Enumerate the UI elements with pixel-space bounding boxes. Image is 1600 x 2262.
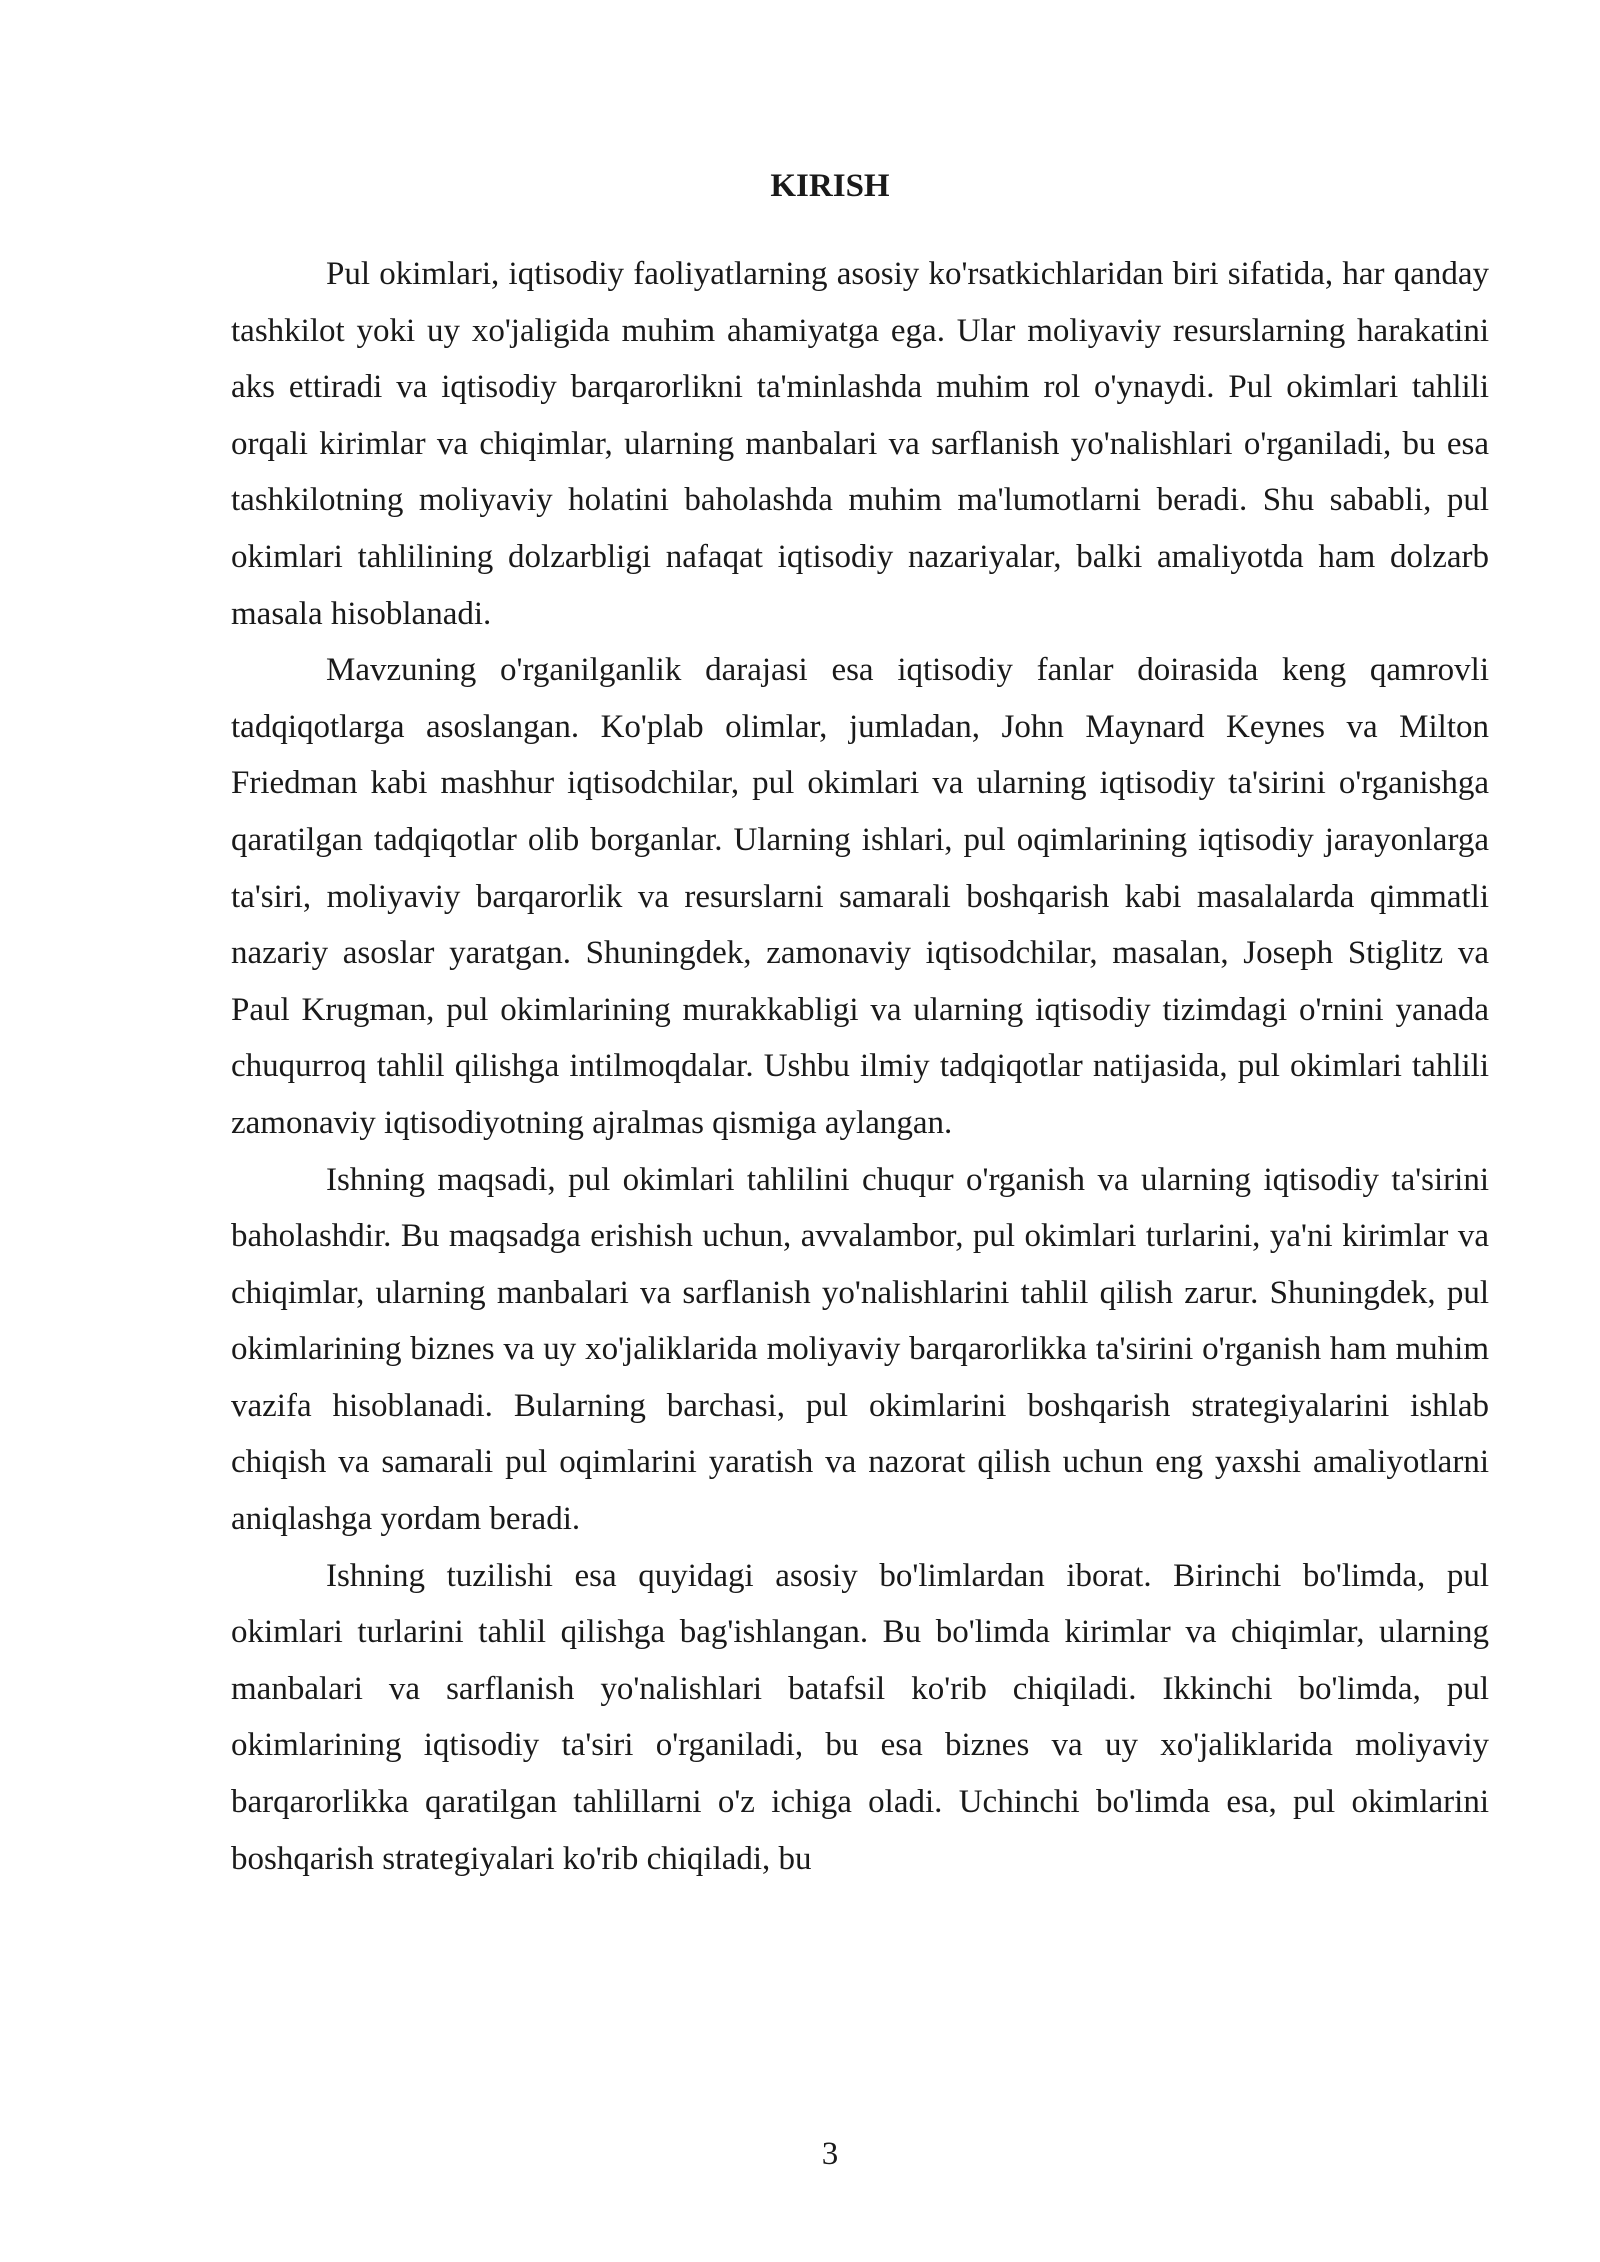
page-number: 3 xyxy=(821,2136,839,2172)
paragraph-goal: Ishning maqsadi, pul okimlari tahlilini chuqur o'rganish va ularning iqtisodiy ta'sirini baholashdir. Bu maqsadga erishish uchun, avvalambor, pul okimlari turlarini, ya'ni kirimlar va chiqimlar, ularning manbalari va sarflanish yo'nalishlarini tahlil qilish zarur. Shuningdek, pul okimlarining biznes va uy xo'jaliklarida moliyaviy barqarorlikka ta'sirini o'rganish ham muhim vazifa hisoblanadi. Bularning barchasi, pul okimlarini boshqarish strategiyalarini ishlab chiqish va samarali pul oqimlarini yaratish va nazorat qilish uchun eng yaxshi amaliyotlarni aniqlashga yordam beradi. xyxy=(231,1161,1489,1538)
page-title: KIRISH xyxy=(770,168,890,204)
paragraph-relevance: Pul okimlari, iqtisodiy faoliyatlarning asosiy ko'rsatkichlaridan biri sifatida, har qanday tashkilot yoki uy xo'jaligida muhim ahamiyatga ega. Ular moliyaviy resurslarning harakatini aks ettiradi va iqtisodiy barqarorlikni ta'minlashda muhim rol o'ynaydi. Pul okimlari tahlili orqali kirimlar va chiqimlar, ularning manbalari va sarflanish yo'nalishlari o'rganiladi, bu esa tashkilotning moliyaviy holatini baholashda muhim ma'lumotlarni beradi. Shu sababli, pul okimlari tahlilining dolzarbligi nafaqat iqtisodiy nazariyalar, balki amaliyotda ham dolzarb masala hisoblanadi. xyxy=(231,256,1489,632)
paragraph-study-level: Mavzuning o'rganilganlik darajasi esa iqtisodiy fanlar doirasida keng qamrovli tadqiqotlarga asoslangan. Ko'plab olimlar, jumladan, John Maynard Keynes va Milton Friedman kabi mashhur iqtisodchilar, pul okimlari va ularning iqtisodiy ta'sirini o'rganishga qaratilgan tadqiqotlar olib borganlar. Ularning ishlari, pul oqimlarining iqtisodiy jarayonlarga ta'siri, moliyaviy barqarorlik va resurslarni samarali boshqarish kabi masalalarda qimmatli nazariy asoslar yaratgan. Shuningdek, zamonaviy iqtisodchilar, masalan, Joseph Stiglitz va Paul Krugman, pul okimlarining murakkabligi va ularning iqtisodiy tizimdagi o'rnini yanada chuqurroq tahlil qilishga intilmoqdalar. Ushbu ilmiy tadqiqotlar natijasida, pul okimlari tahlili zamonaviy iqtisodiyotning ajralmas qismiga aylangan. xyxy=(231,652,1489,1141)
document-body xyxy=(231,246,1489,1887)
paragraph-structure: Ishning tuzilishi esa quyidagi asosiy bo'limlardan iborat. Birinchi bo'limda, pul okimlari turlarini tahlil qilishga bag'ishlangan. Bu bo'limda kirimlar va chiqimlar, ularning manbalari va sarflanish yo'nalishlari batafsil ko'rib chiqiladi. Ikkinchi bo'limda, pul okimlarining iqtisodiy ta'siri o'rganiladi, bu esa biznes va uy xo'jaliklarida moliyaviy barqarorlikka qaratilgan tahlillarni o'z ichiga oladi. Uchinchi bo'limda esa, pul okimlarini boshqarish strategiyalari ko'rib chiqiladi, bu xyxy=(231,1557,1489,1877)
